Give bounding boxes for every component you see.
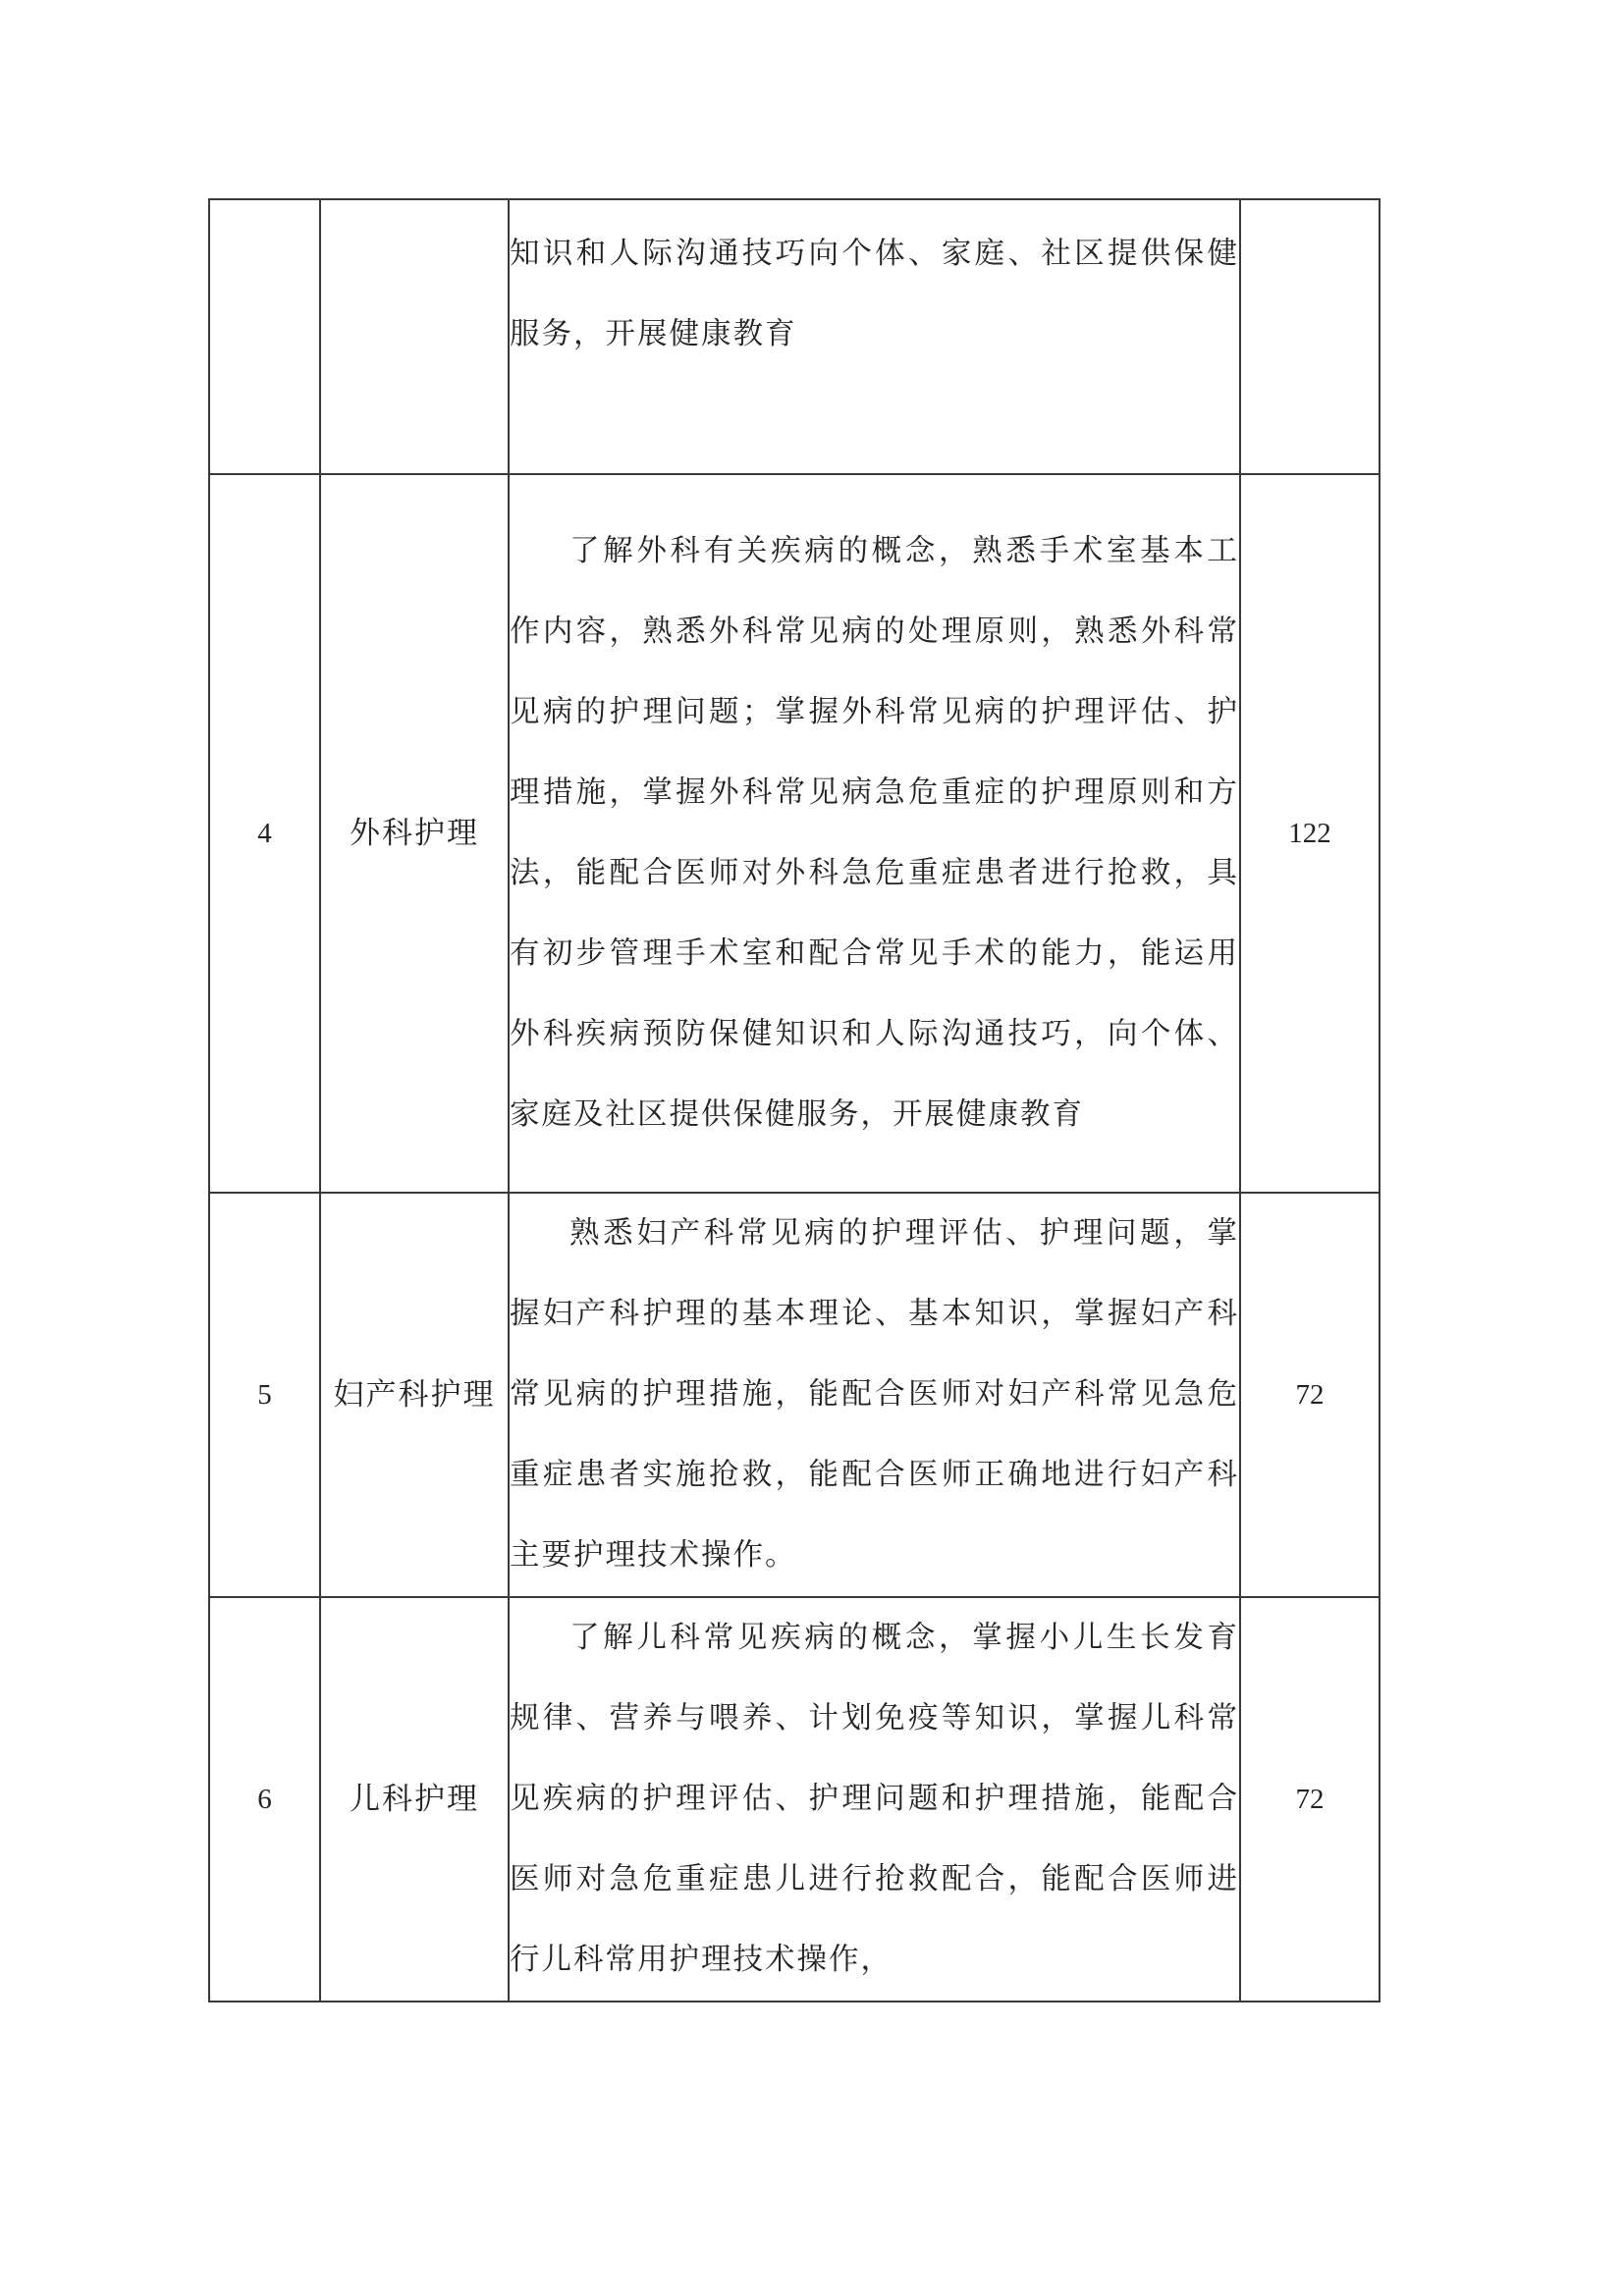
course-content-cell bbox=[509, 474, 1240, 1193]
row-number-cell: 6 bbox=[209, 1597, 320, 2002]
course-content-cell bbox=[509, 1597, 1240, 2002]
table-row bbox=[209, 1597, 1380, 2002]
row-number-cell: 4 bbox=[209, 474, 320, 1193]
course-content-text: 了解儿科常见疾病的概念，掌握小儿生长发育规律、营养与喂养、计划免疫等知识，掌握儿科常见疾病的护理评估、护理问题和护理措施，能配合医师对急危重症患儿进行抢救配合，能配合医师进行儿科常用护理技术操作， bbox=[510, 1621, 1239, 1977]
course-table bbox=[208, 198, 1380, 2002]
course-name-cell: 儿科护理 bbox=[320, 1597, 509, 2002]
row-number-cell bbox=[209, 199, 320, 474]
course-content-text: 了解外科有关疾病的概念，熟悉手术室基本工作内容，熟悉外科常见病的处理原则，熟悉外科常见病的护理问题；掌握外科常见病的护理评估、护理措施，掌握外科常见病急危重症的护理原则和方法，能配合医师对外科急危重症患者进行抢救，具有初步管理手术室和配合常见手术的能力，能运用外科疾病预防保健知识和人际沟通技巧，向个体、家庭及社区提供保健服务，开展健康教育 bbox=[510, 534, 1239, 1132]
course-hours-cell bbox=[1240, 199, 1380, 474]
table-row-continuation bbox=[209, 199, 1380, 474]
course-name-cell: 外科护理 bbox=[320, 474, 509, 1193]
course-content-text: 知识和人际沟通技巧向个体、家庭、社区提供保健服务，开展健康教育 bbox=[510, 237, 1239, 351]
course-content-cell bbox=[509, 199, 1240, 474]
course-name-cell bbox=[320, 199, 509, 474]
course-hours-cell: 72 bbox=[1240, 1597, 1380, 2002]
course-name-cell: 妇产科护理 bbox=[320, 1193, 509, 1597]
course-hours-cell: 72 bbox=[1240, 1193, 1380, 1597]
course-hours-cell: 122 bbox=[1240, 474, 1380, 1193]
course-content-text: 熟悉妇产科常见病的护理评估、护理问题，掌握妇产科护理的基本理论、基本知识，掌握妇产科常见病的护理措施，能配合医师对妇产科常见急危重症患者实施抢救，能配合医师正确地进行妇产科主要护理技术操作。 bbox=[510, 1216, 1239, 1573]
table-row bbox=[209, 1193, 1380, 1597]
row-number-cell: 5 bbox=[209, 1193, 320, 1597]
course-content-cell bbox=[509, 1193, 1240, 1597]
table-row bbox=[209, 474, 1380, 1193]
